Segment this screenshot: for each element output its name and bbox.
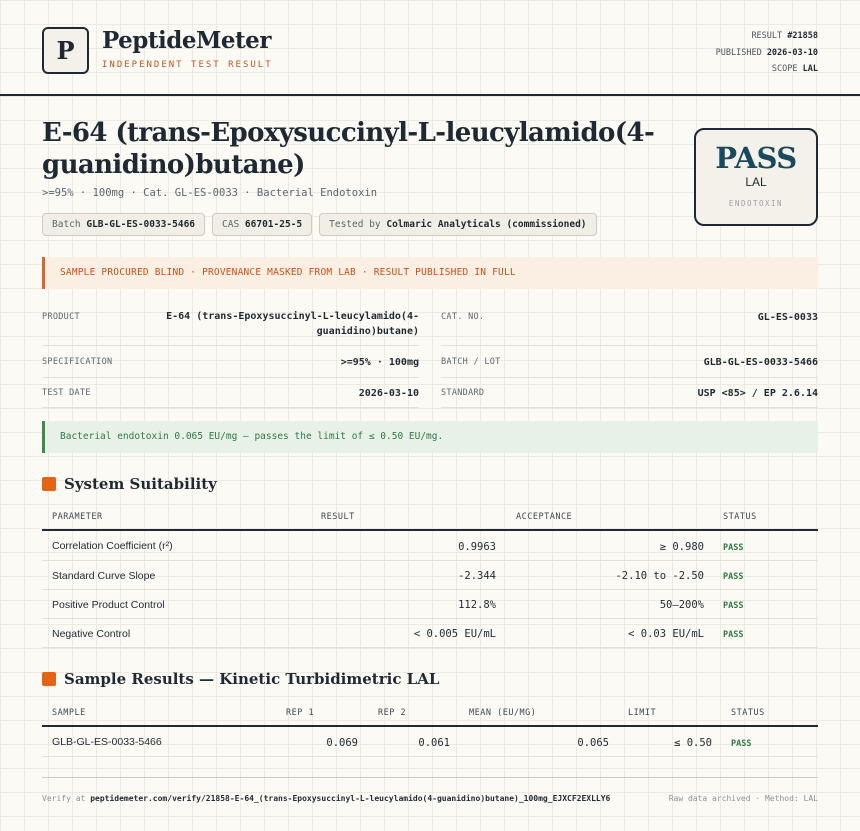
footer-divider bbox=[42, 777, 818, 778]
mean-cell: 0.065 bbox=[577, 737, 609, 749]
chip-label: Batch bbox=[52, 219, 81, 230]
product-chips bbox=[42, 213, 597, 236]
th-mean[interactable]: MEAN (EU/MG) bbox=[469, 708, 537, 718]
status-badge: PASS bbox=[723, 601, 744, 611]
status-badge: PASS bbox=[723, 543, 744, 553]
info-label: CAT. NO. bbox=[441, 312, 485, 322]
footer-method-note: Raw data archived · Method: LAL bbox=[668, 794, 818, 803]
acceptance-cell: < 0.03 EU/mL bbox=[628, 628, 704, 640]
batch-chip bbox=[42, 213, 205, 236]
row-divider bbox=[42, 560, 818, 561]
brand-tagline: INDEPENDENT TEST RESULT bbox=[102, 60, 273, 70]
status-badge: PASS bbox=[731, 739, 752, 749]
row-divider bbox=[42, 647, 818, 648]
report-meta bbox=[716, 28, 818, 78]
th-status[interactable]: STATUS bbox=[723, 512, 757, 522]
result-summary-banner: Bacterial endotoxin 0.065 EU/mg — passes the limit of ≤ 0.50 EU/mg. bbox=[42, 421, 818, 453]
brand-logo[interactable]: P bbox=[42, 27, 89, 74]
rep1-cell: 0.069 bbox=[326, 737, 358, 749]
info-product-row bbox=[42, 308, 419, 346]
info-cat-row bbox=[441, 308, 818, 346]
product-title: E-64 (trans-Epoxysuccinyl-L-leucylamido(4-guanidino)butane) bbox=[42, 118, 655, 180]
published-label: PUBLISHED bbox=[715, 47, 762, 58]
info-date-row bbox=[42, 378, 419, 408]
param-cell: Standard Curve Slope bbox=[52, 570, 156, 582]
section-marker-icon bbox=[42, 477, 56, 491]
result-cell: -2.344 bbox=[458, 570, 496, 582]
chip-value: GLB-GL-ES-0033-5466 bbox=[86, 219, 196, 230]
result-cell: 0.9963 bbox=[458, 541, 496, 553]
result-id: #21858 bbox=[787, 31, 818, 41]
th-rep1[interactable]: REP 1 bbox=[286, 708, 315, 718]
samples-section-title bbox=[42, 670, 439, 688]
verdict-category: ENDOTOXIN bbox=[728, 199, 784, 208]
acceptance-cell: 50–200% bbox=[659, 599, 704, 611]
th-parameter[interactable]: PARAMETER bbox=[52, 512, 103, 522]
table-header-divider bbox=[42, 529, 818, 531]
info-label: SPECIFICATION bbox=[42, 357, 113, 367]
th-result[interactable]: RESULT bbox=[321, 512, 355, 522]
info-standard-row bbox=[441, 378, 818, 408]
acceptance-cell: -2.10 to -2.50 bbox=[615, 570, 704, 582]
status-badge: PASS bbox=[723, 572, 744, 582]
param-cell: Correlation Coefficient (r²) bbox=[52, 540, 173, 552]
result-id-label: RESULT bbox=[751, 31, 783, 41]
chip-label: Tested by bbox=[329, 219, 381, 230]
rep2-cell: 0.061 bbox=[418, 737, 450, 749]
info-value: E-64 (trans-Epoxysuccinyl-L-leucylamido(4-guanidino)butane) bbox=[166, 311, 419, 337]
result-cell: 112.8% bbox=[458, 599, 496, 611]
verdict-badge bbox=[694, 128, 818, 226]
th-limit[interactable]: LIMIT bbox=[628, 708, 657, 718]
row-divider bbox=[42, 618, 818, 619]
info-label: TEST DATE bbox=[42, 388, 91, 398]
published-date: 2026-03-10 bbox=[766, 47, 818, 58]
acceptance-cell: ≥ 0.980 bbox=[659, 541, 704, 553]
info-batch-row bbox=[441, 346, 818, 378]
verdict-method: LAL bbox=[745, 175, 767, 189]
info-label: BATCH / LOT bbox=[441, 357, 501, 367]
chip-value: 66701-25-5 bbox=[244, 219, 303, 230]
param-cell: Positive Product Control bbox=[52, 599, 165, 611]
chip-value: Colmaric Analyticals (commissioned) bbox=[386, 219, 587, 230]
section-title-text: System Suitability bbox=[64, 475, 217, 493]
status-badge: PASS bbox=[723, 630, 744, 640]
brand-name[interactable]: PeptideMeter bbox=[102, 27, 271, 54]
tested-by-chip bbox=[319, 213, 596, 236]
scope-value: LAL bbox=[802, 64, 818, 74]
limit-cell: ≤ 0.50 bbox=[674, 737, 712, 749]
info-spec-row bbox=[42, 346, 419, 378]
verdict-text: PASS bbox=[715, 141, 797, 175]
product-subtitle: >=95% · 100mg · Cat. GL-ES-0033 · Bacterial Endotoxin bbox=[42, 187, 378, 199]
verify-link[interactable]: peptidemeter.com/verify/21858-E-64_(trans-Epoxysuccinyl-L-leucylamido(4-guanidino)butane)_100mg_EJXCF2EXLLY6 bbox=[90, 794, 611, 803]
chip-label: CAS bbox=[222, 219, 240, 230]
cas-chip bbox=[212, 213, 312, 236]
th-rep2[interactable]: REP 2 bbox=[378, 708, 407, 718]
blind-procurement-notice: SAMPLE PROCURED BLIND · PROVENANCE MASKED FROM LAB · RESULT PUBLISHED IN FULL bbox=[42, 257, 818, 289]
th-acceptance[interactable]: ACCEPTANCE bbox=[516, 512, 573, 522]
info-label: PRODUCT bbox=[42, 312, 80, 322]
scope-label: SCOPE bbox=[771, 64, 798, 74]
verify-prefix: Verify at bbox=[42, 794, 86, 803]
sample-cell: GLB-GL-ES-0033-5466 bbox=[52, 736, 162, 748]
param-cell: Negative Control bbox=[52, 628, 131, 640]
result-cell: < 0.005 EU/mL bbox=[413, 628, 496, 640]
verify-line bbox=[42, 794, 610, 803]
info-value: GL-ES-0033 bbox=[757, 312, 818, 323]
info-value: 2026-03-10 bbox=[358, 388, 419, 399]
row-divider bbox=[42, 756, 818, 757]
info-value: >=95% · 100mg bbox=[340, 357, 419, 368]
suitability-section-title bbox=[42, 475, 217, 493]
section-title-text: Sample Results — Kinetic Turbidimetric LAL bbox=[64, 670, 440, 688]
report-header bbox=[0, 0, 860, 96]
info-value: USP <85> / EP 2.6.14 bbox=[697, 388, 818, 399]
info-label: STANDARD bbox=[441, 388, 485, 398]
th-sample[interactable]: SAMPLE bbox=[52, 708, 86, 718]
row-divider bbox=[42, 589, 818, 590]
table-header-divider bbox=[42, 725, 818, 727]
th-status[interactable]: STATUS bbox=[731, 708, 765, 718]
section-marker-icon bbox=[42, 672, 56, 686]
info-value: GLB-GL-ES-0033-5466 bbox=[703, 357, 818, 368]
